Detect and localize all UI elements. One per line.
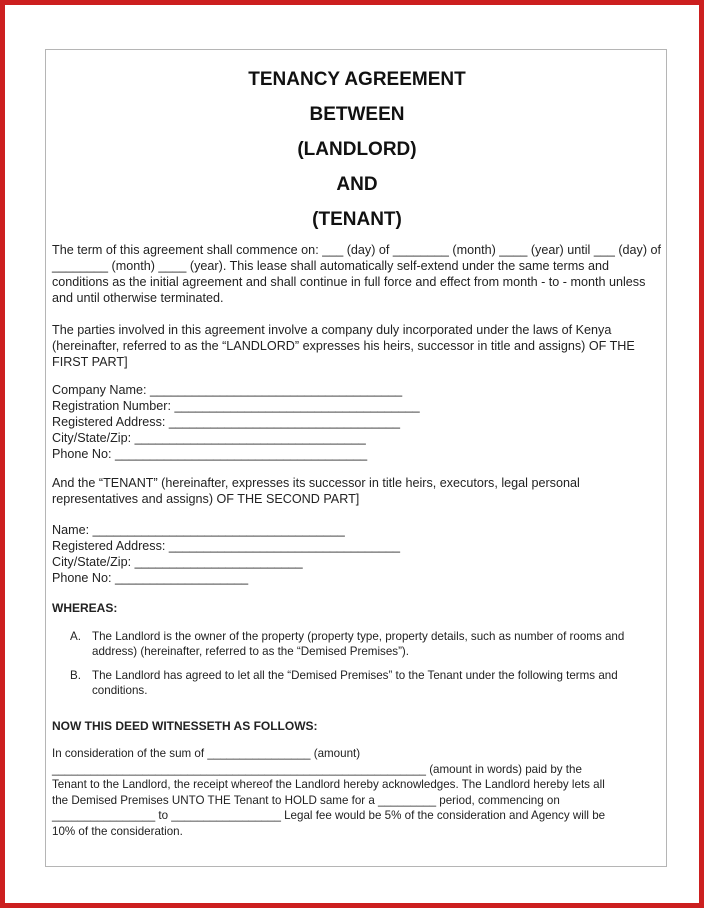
- document-title-block: [46, 66, 668, 241]
- phone-no-field: Phone No: ____________________________________: [52, 447, 368, 461]
- consideration-line: the Demised Premises UNTO THE Tenant to HOLD same for a _________ period, commencing on: [52, 793, 560, 807]
- document-body: [52, 242, 662, 838]
- consideration-line: 10% of the consideration.: [52, 824, 183, 838]
- registered-address-field: Registered Address: _________________________________: [52, 415, 401, 429]
- consideration-paragraph: [52, 746, 662, 839]
- term-paragraph: The term of this agreement shall commence on: ___ (day) of ________ (month) ____ (year) until ___ (day) of ________ (month) ____ (year). This lease shall automatically self-extend under the same terms and conditions as the initial agreement and shall continue in full force and effect from month - to - month unless and until otherwise terminated.: [52, 243, 662, 305]
- now-deed-heading: NOW THIS DEED WITNESSETH AS FOLLOWS:: [52, 719, 318, 733]
- tenant-fields: [52, 522, 662, 586]
- whereas-list: [70, 630, 660, 708]
- tenant-registered-address-field: Registered Address: _________________________________: [52, 539, 401, 553]
- city-state-zip-field: City/State/Zip: _________________________________: [52, 431, 366, 445]
- list-item-text: The Landlord has agreed to let all the “Demised Premises” to the Tenant under the following terms and conditions.: [92, 669, 618, 697]
- parties-paragraph: The parties involved in this agreement involve a company duly incorporated under the laws of Kenya (hereinafter, referred to as the “LANDLORD” expresses his heirs, successor in title and assigns) OF THE FIRST PART]: [52, 323, 635, 369]
- list-item: [70, 630, 660, 659]
- document-page: [45, 49, 667, 867]
- company-name-field: Company Name: ____________________________________: [52, 383, 403, 397]
- list-marker: A.: [70, 630, 81, 643]
- tenant-name-field: Name: ____________________________________: [52, 523, 345, 537]
- list-marker: B.: [70, 669, 81, 682]
- consideration-line: __________________________________________________________ (amount in words) paid by the: [52, 762, 582, 776]
- landlord-fields: [52, 382, 662, 462]
- whereas-heading: WHEREAS:: [52, 601, 118, 615]
- list-item-text: The Landlord is the owner of the property (property type, property details, such as number of rooms and address) (hereinafter, referred to as the “Demised Premises”).: [92, 630, 625, 658]
- title-line-2: BETWEEN: [309, 104, 405, 125]
- tenant-city-state-zip-field: City/State/Zip: ________________________: [52, 555, 303, 569]
- registration-number-field: Registration Number: ___________________________________: [52, 399, 420, 413]
- tenant-phone-no-field: Phone No: ___________________: [52, 571, 249, 585]
- consideration-line: ________________ to _________________ Legal fee would be 5% of the consideration and Agency will be: [52, 809, 606, 822]
- title-line-4: AND: [336, 174, 378, 195]
- title-line-1: TENANCY AGREEMENT: [248, 69, 466, 90]
- consideration-line: In consideration of the sum of ________________ (amount): [52, 747, 361, 760]
- title-line-5: (TENANT): [312, 209, 402, 230]
- title-line-3: (LANDLORD): [297, 139, 417, 160]
- list-item: [70, 669, 660, 698]
- consideration-line: Tenant to the Landlord, the receipt whereof the Landlord hereby acknowledges. The Landlord hereby lets all: [52, 778, 605, 791]
- tenant-paragraph: And the “TENANT” (hereinafter, expresses its successor in title heirs, executors, legal personal representatives and assigns) OF THE SECOND PART]: [52, 476, 580, 506]
